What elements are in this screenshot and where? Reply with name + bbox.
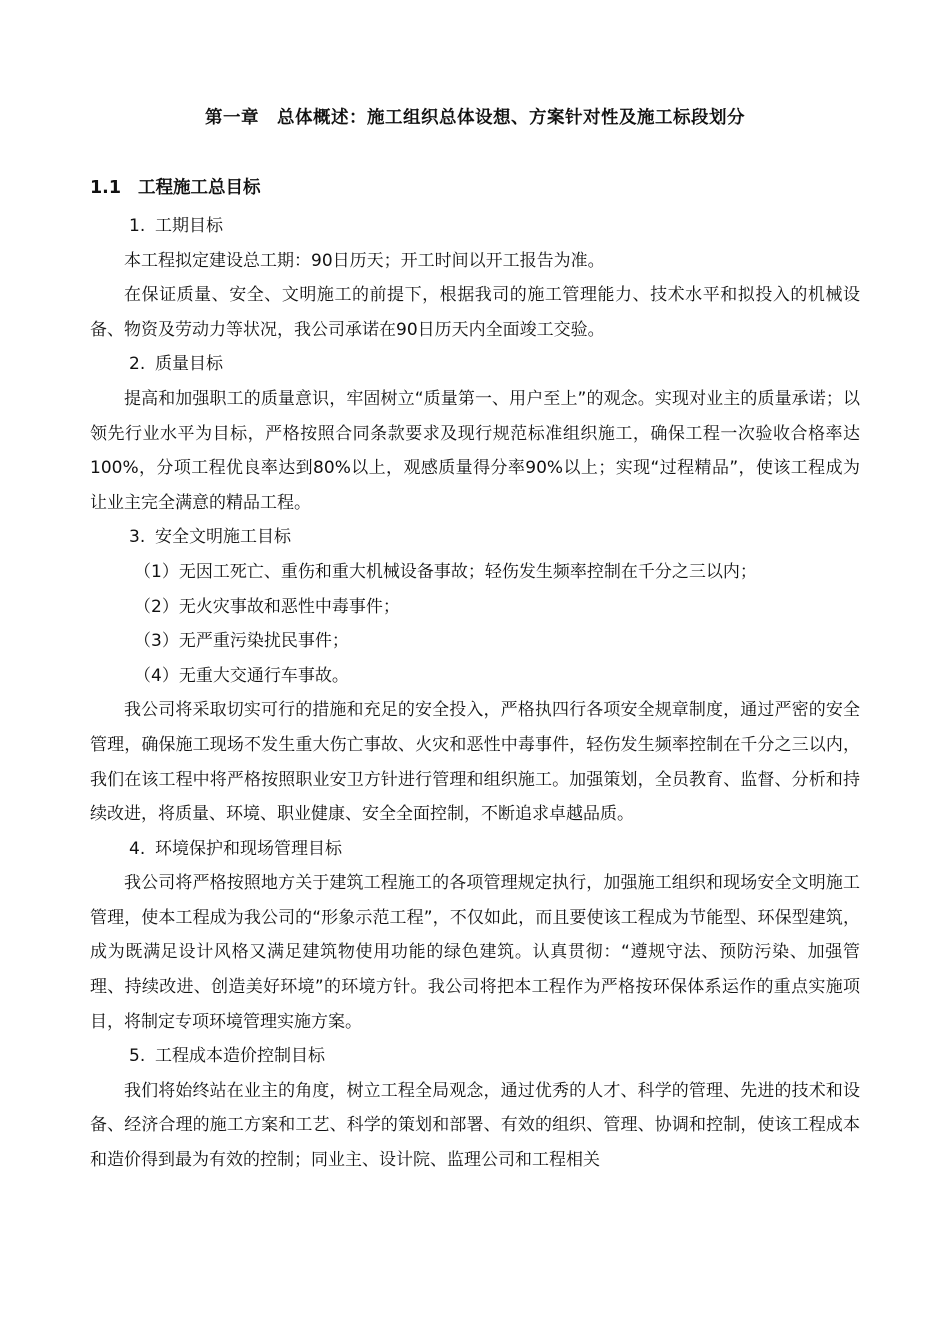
goal-heading-safety: 3. 安全文明施工目标	[129, 527, 291, 548]
list-item: （4）无重大交通行车事故。	[134, 665, 349, 686]
section-heading: 工程施工总目标	[138, 178, 261, 198]
paragraph: 本工程拟定建设总工期：90日历天；开工时间以开工报告为准。	[124, 250, 605, 271]
goal-heading-cost: 5. 工程成本造价控制目标	[129, 1046, 325, 1067]
list-item: （3）无严重污染扰民事件；	[134, 631, 349, 652]
list-item: （1）无因工死亡、重伤和重大机械设备事故；轻伤发生频率控制在千分之三以内；	[134, 561, 757, 582]
goal-heading-schedule: 1. 工期目标	[129, 216, 223, 236]
goal-heading-quality: 2. 质量目标	[129, 354, 223, 375]
section-title	[90, 174, 261, 199]
section-number: 1.1	[90, 178, 122, 198]
paragraph: 在保证质量、安全、文明施工的前提下，根据我司的施工管理能力、技术水平和拟投入的机械设备、物资及劳动力等状况，我公司承诺在90日历天内全面竣工交验。	[90, 285, 860, 340]
paragraph: 我们将始终站在业主的角度，树立工程全局观念，通过优秀的人才、科学的管理、先进的技术和设备、经济合理的施工方案和工艺、科学的策划和部署、有效的组织、管理、协调和控制，使该工程成本和造价得到最为有效的控制；同业主、设计院、监理公司和工程相关	[90, 1080, 860, 1171]
chapter-title: 第一章 总体概述：施工组织总体设想、方案针对性及施工标段划分	[205, 108, 745, 128]
goal-heading-environment: 4. 环境保护和现场管理目标	[129, 838, 342, 859]
document-body	[90, 209, 860, 1178]
paragraph: 提高和加强职工的质量意识，牢固树立“质量第一、用户至上”的观念。实现对业主的质量承诺；以领先行业水平为目标，严格按照合同条款要求及现行规范标准组织施工，确保工程一次验收合格率达100%，分项工程优良率达到80%以上，观感质量得分率90%以上；实现“过程精品”，使该工程成为让业主完全满意的精品工程。	[90, 388, 860, 513]
paragraph: 我公司将采取切实可行的措施和充足的安全投入，严格执四行各项安全规章制度，通过严密的安全管理，确保施工现场不发生重大伤亡事故、火灾和恶性中毒事件，轻伤发生频率控制在千分之三以内，我们在该工程中将严格按照职业安卫方针进行管理和组织施工。加强策划，全员教育、监督、分析和持续改进，将质量、环境、职业健康、安全全面控制，不断追求卓越品质。	[90, 700, 860, 825]
paragraph: 我公司将严格按照地方关于建筑工程施工的各项管理规定执行，加强施工组织和现场安全文明施工管理，使本工程成为我公司的“形象示范工程”，不仅如此，而且要使该工程成为节能型、环保型建筑，成为既满足设计风格又满足建筑物使用功能的绿色建筑。认真贯彻：“遵规守法、预防污染、加强管理、持续改进、创造美好环境”的环境方针。我公司将把本工程作为严格按环保体系运作的重点实施项目，将制定专项环境管理实施方案。	[90, 873, 860, 1032]
list-item: （2）无火灾事故和恶性中毒事件；	[134, 596, 400, 617]
